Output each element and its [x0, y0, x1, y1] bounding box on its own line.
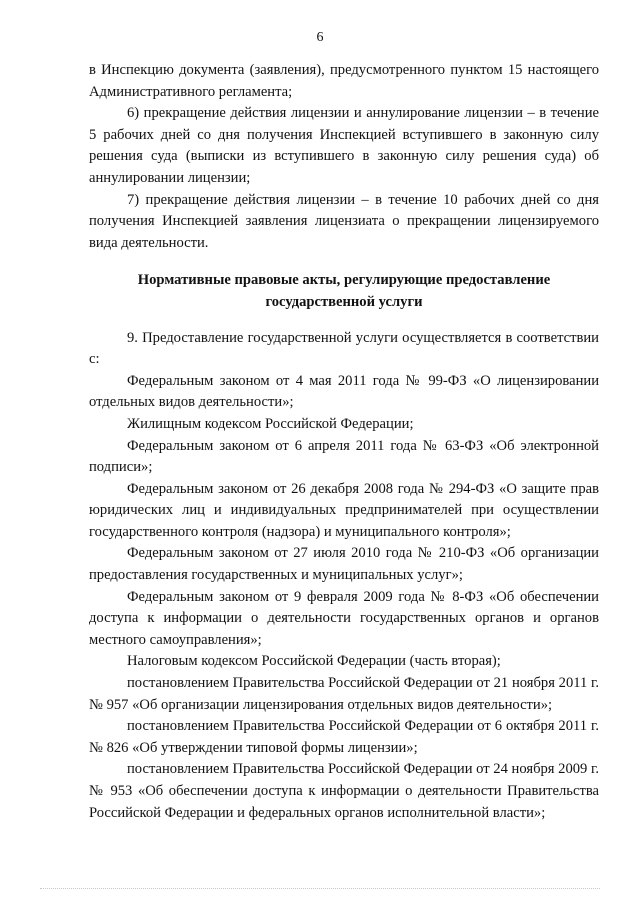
paragraph: 7) прекращение действия лицензии – в течение 10 рабочих дней со дня получения Инспекцией заявления лицензиата о прекращении лицензируемого вида деятельности.	[89, 191, 599, 251]
paragraph: Налоговым кодексом Российской Федерации (часть вторая);	[127, 653, 501, 670]
paragraph: в Инспекцию документа (заявления), предусмотренного пунктом 15 настоящего Административного регламента;	[89, 62, 599, 100]
document-body	[89, 60, 599, 824]
paragraph: Федеральным законом от 4 мая 2011 года № 99-ФЗ «О лицензировании отдельных видов деятельности»;	[89, 372, 599, 411]
paragraph: 9. Предоставление государственной услуги осуществляется в соответствии с:	[89, 329, 599, 368]
page-number: 6	[316, 30, 324, 45]
section-heading-line: Нормативные правовые акты, регулирующие предоставление	[137, 272, 551, 289]
paragraph: постановлением Правительства Российской Федерации от 21 ноября 2011 г. № 957 «Об организации лицензирования отдельных видов деятельности»;	[89, 675, 599, 713]
paragraph: постановлением Правительства Российской Федерации от 24 ноября 2009 г. № 953 «Об обеспечении доступа к информации о деятельности Правительства Российской Федерации и федеральных органов исполнительной власти»;	[89, 761, 599, 821]
paragraph: Федеральным законом от 27 июля 2010 года № 210-ФЗ «Об организации предоставления государственных и муниципальных услуг»;	[89, 545, 599, 584]
paragraph: 6) прекращение действия лицензии и аннулирование лицензии – в течение 5 рабочих дней со дня получения Инспекцией вступившего в законную силу решения суда (выписки из вступившего в законную силу решения суда) об аннулировании лицензии;	[89, 105, 599, 186]
section-heading	[89, 270, 599, 313]
section-heading-line: государственной услуги	[265, 293, 423, 310]
paragraph: постановлением Правительства Российской Федерации от 6 октября 2011 г. № 826 «Об утверждении типовой формы лицензии»;	[89, 718, 599, 756]
paragraph: Федеральным законом от 6 апреля 2011 года № 63-ФЗ «Об электронной подписи»;	[89, 437, 599, 476]
paragraph: Федеральным законом от 26 декабря 2008 года № 294-ФЗ «О защите прав юридических лиц и индивидуальных предпринимателей при осуществлении государственного контроля (надзора) и муниципального контроля»;	[89, 480, 599, 540]
paragraph: Федеральным законом от 9 февраля 2009 года № 8-ФЗ «Об обеспечении доступа к информации о деятельности государственных органов и органов местного самоуправления»;	[89, 588, 599, 648]
paragraph: Жилищным кодексом Российской Федерации;	[127, 415, 414, 432]
scan-artifact-line	[40, 888, 600, 890]
